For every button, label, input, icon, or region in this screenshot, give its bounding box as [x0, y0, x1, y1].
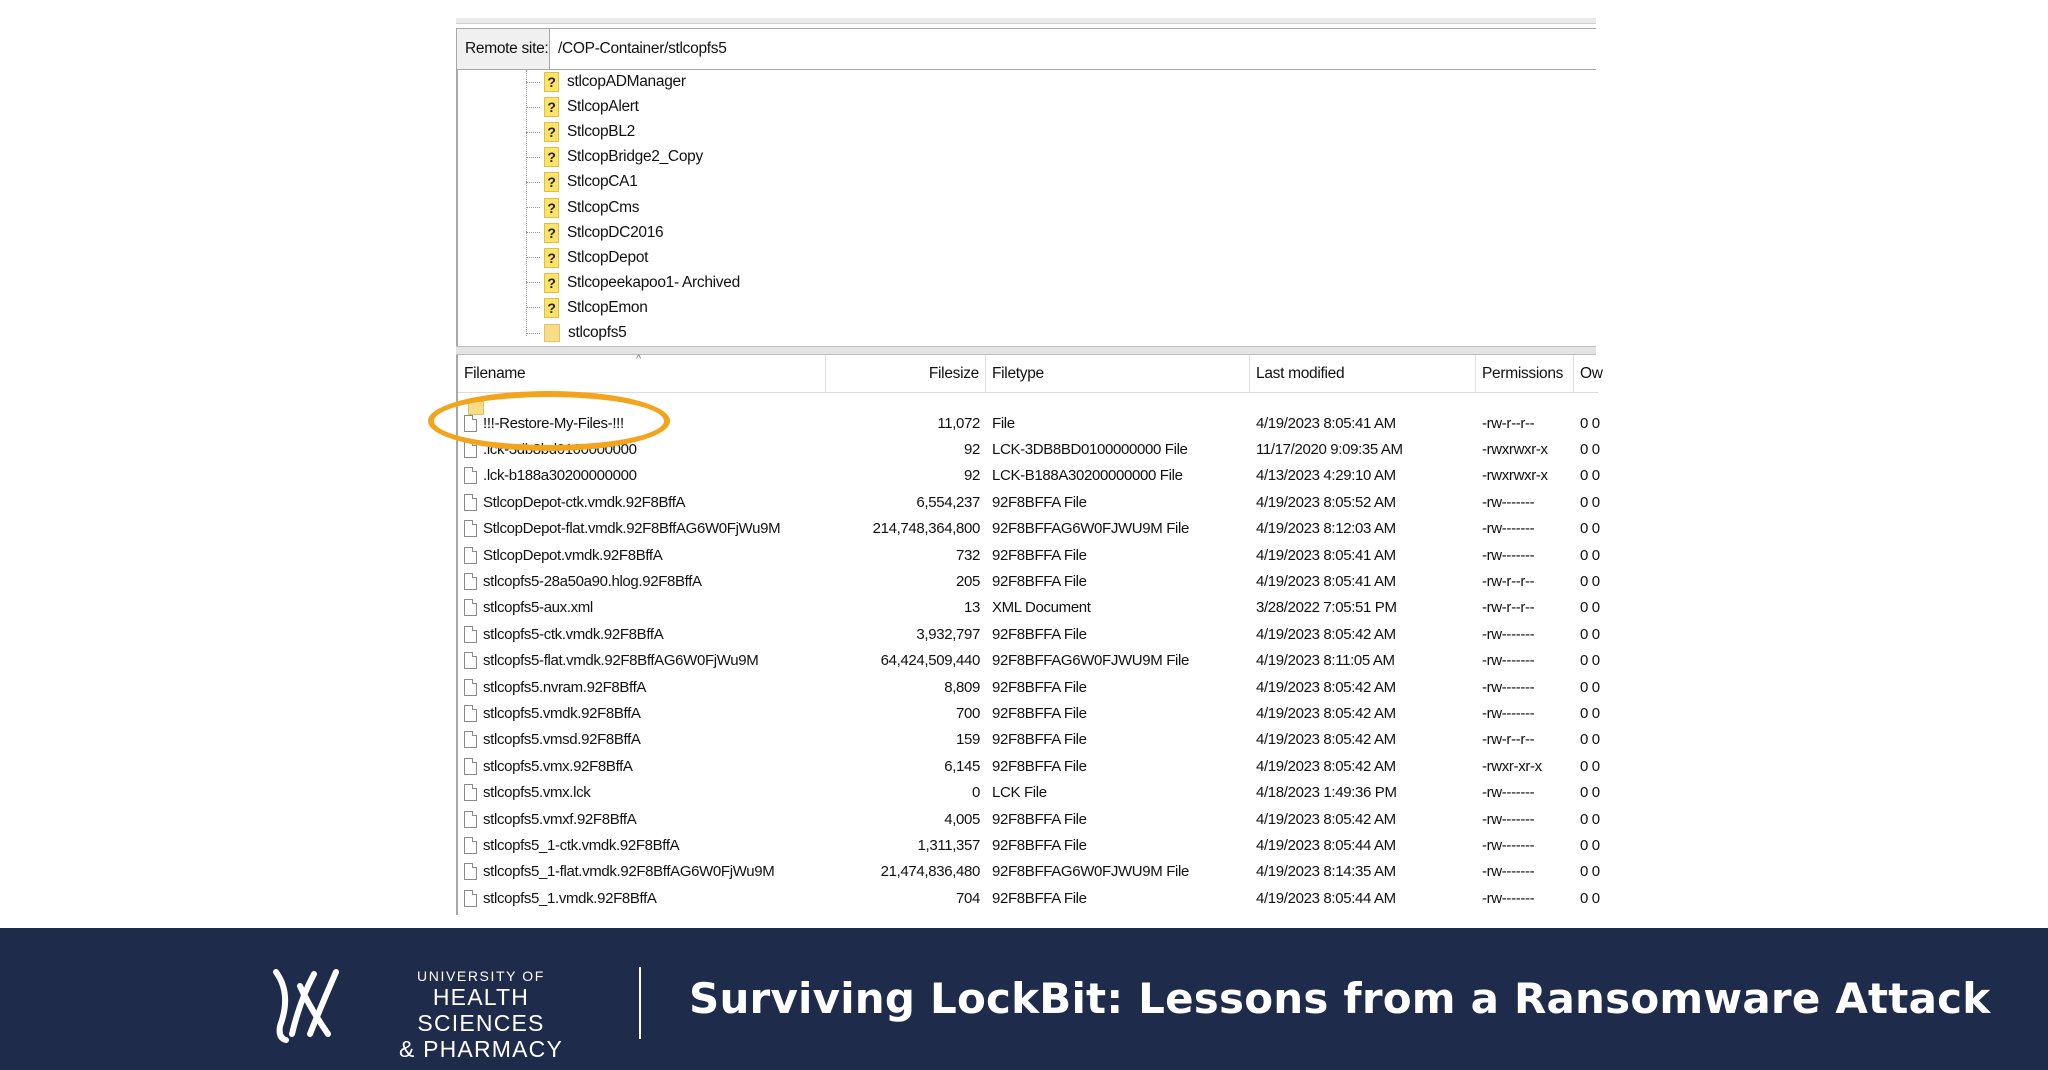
- file-name: [458, 547, 826, 564]
- tree-item[interactable]: [458, 271, 740, 295]
- file-row[interactable]: [458, 436, 1598, 462]
- file-modified: 4/19/2023 8:14:35 AM: [1256, 863, 1396, 881]
- file-owner: 0 0: [1580, 493, 1600, 511]
- file-name: [458, 441, 826, 458]
- file-type: 92F8BFFA File: [992, 705, 1087, 723]
- tree-branch-line: [526, 232, 540, 233]
- file-modified: 3/28/2022 7:05:51 PM: [1256, 599, 1397, 617]
- file-size: 0: [972, 784, 980, 802]
- file-permissions: -rwxr-xr-x: [1482, 757, 1542, 775]
- tree-item[interactable]: [458, 120, 635, 144]
- file-type: 92F8BFFA File: [992, 493, 1087, 511]
- file-owner: 0 0: [1580, 441, 1600, 459]
- file-row[interactable]: [458, 674, 1598, 700]
- file-name-text: stlcopfs5-aux.xml: [483, 599, 593, 617]
- file-modified: 4/19/2023 8:05:52 AM: [1256, 493, 1396, 511]
- tree-item[interactable]: [458, 246, 648, 270]
- health-sciences-text: HEALTH SCIENCES: [417, 984, 545, 1036]
- file-size: 13: [964, 599, 980, 617]
- file-modified: 4/19/2023 8:05:44 AM: [1256, 889, 1396, 907]
- file-modified: 4/19/2023 8:05:42 AM: [1256, 625, 1396, 643]
- tree-branch-line: [526, 333, 540, 334]
- file-type: 92F8BFFA File: [992, 810, 1087, 828]
- file-owner: 0 0: [1580, 599, 1600, 617]
- file-row[interactable]: [458, 595, 1598, 621]
- file-name: [458, 415, 826, 432]
- tree-item-label: StlcopCms: [567, 198, 640, 216]
- file-name: [458, 679, 826, 696]
- file-modified: 4/19/2023 8:05:42 AM: [1256, 731, 1396, 749]
- file-name: [458, 837, 826, 854]
- file-name-text: stlcopfs5_1-ctk.vmdk.92F8BffA: [483, 837, 680, 855]
- file-name-text: stlcopfs5.vmxf.92F8BffA: [483, 810, 637, 828]
- file-icon: [464, 573, 477, 590]
- tree-item[interactable]: [458, 70, 686, 94]
- file-icon: [464, 626, 477, 643]
- question-folder-icon: ?: [544, 273, 559, 293]
- column-header-owner[interactable]: Ow: [1580, 364, 1603, 382]
- file-size: 704: [956, 889, 980, 907]
- file-row[interactable]: [458, 832, 1598, 858]
- file-modified: 4/19/2023 8:12:03 AM: [1256, 520, 1396, 538]
- tree-item[interactable]: [458, 170, 638, 194]
- file-owner: 0 0: [1580, 889, 1600, 907]
- file-permissions: -rw-------: [1482, 810, 1535, 828]
- file-size: 6,554,237: [916, 493, 980, 511]
- file-icon: [464, 599, 477, 616]
- file-size: 4,005: [944, 810, 980, 828]
- file-row[interactable]: [458, 516, 1598, 542]
- file-name: [458, 494, 826, 511]
- file-name-text: stlcopfs5.vmsd.92F8BffA: [483, 731, 641, 749]
- file-name: [458, 573, 826, 590]
- tree-branch-line: [526, 207, 540, 208]
- file-modified: 4/19/2023 8:05:42 AM: [1256, 705, 1396, 723]
- file-modified: 4/13/2023 4:29:10 AM: [1256, 467, 1396, 485]
- tree-item-label: StlcopCA1: [567, 173, 638, 191]
- tree-item[interactable]: [458, 95, 639, 119]
- file-permissions: -rw-r--r--: [1482, 599, 1535, 617]
- file-permissions: -rw-------: [1482, 520, 1535, 538]
- folder-icon: [544, 324, 560, 342]
- file-name: [458, 811, 826, 828]
- file-type: 92F8BFFA File: [992, 757, 1087, 775]
- file-name: [458, 705, 826, 722]
- file-icon: [464, 731, 477, 748]
- file-permissions: -rw-------: [1482, 705, 1535, 723]
- file-modified: 4/19/2023 8:05:42 AM: [1256, 757, 1396, 775]
- banner-divider: [639, 967, 641, 1039]
- file-name: [458, 599, 826, 616]
- tree-branch-line: [526, 82, 540, 83]
- remote-site-bar: [456, 28, 1596, 70]
- file-name-text: .lck-3db8bd0100000000: [483, 441, 637, 459]
- file-permissions: -rw-r--r--: [1482, 414, 1535, 432]
- file-name-text: stlcopfs5_1.vmdk.92F8BffA: [483, 889, 657, 907]
- file-type: 92F8BFFAG6W0FJWU9M File: [992, 863, 1189, 881]
- tree-branch-line: [526, 307, 540, 308]
- tree-item-label: StlcopBridge2_Copy: [567, 148, 703, 166]
- file-type: LCK-3DB8BD0100000000 File: [992, 441, 1188, 459]
- file-owner: 0 0: [1580, 652, 1600, 670]
- university-of-text: UNIVERSITY OF: [417, 968, 545, 984]
- file-icon: [464, 863, 477, 880]
- column-header-last-modified[interactable]: Last modified: [1250, 355, 1476, 393]
- file-type: 92F8BFFA File: [992, 573, 1087, 591]
- file-icon: [464, 547, 477, 564]
- tree-branch-line: [526, 132, 540, 133]
- file-type: File: [992, 414, 1015, 432]
- file-size: 6,145: [944, 757, 980, 775]
- column-header-filename[interactable]: Filename: [458, 355, 826, 393]
- file-icon: [464, 758, 477, 775]
- tree-item-label: stlcopfs5: [568, 324, 627, 341]
- file-name: [458, 467, 826, 484]
- file-row[interactable]: [458, 780, 1598, 806]
- file-row[interactable]: [458, 410, 1598, 436]
- file-name-text: .lck-b188a30200000000: [483, 467, 637, 485]
- file-name-text: stlcopfs5.nvram.92F8BffA: [483, 678, 647, 696]
- file-icon: [464, 811, 477, 828]
- file-modified: 4/19/2023 8:05:42 AM: [1256, 678, 1396, 696]
- question-folder-icon: ?: [544, 147, 559, 167]
- file-modified: 4/19/2023 8:05:41 AM: [1256, 546, 1396, 564]
- question-folder-icon: ?: [544, 72, 559, 92]
- question-folder-icon: ?: [544, 172, 559, 192]
- file-type: LCK File: [992, 784, 1047, 802]
- file-name-text: stlcopfs5-28a50a90.hlog.92F8BffA: [483, 573, 702, 591]
- file-icon: [464, 467, 477, 484]
- sort-ascending-icon: ^: [636, 353, 641, 365]
- file-owner: 0 0: [1580, 837, 1600, 855]
- file-size: 8,809: [944, 678, 980, 696]
- file-permissions: -rwxrwxr-x: [1482, 467, 1548, 485]
- file-permissions: -rwxrwxr-x: [1482, 441, 1548, 459]
- file-type: XML Document: [992, 599, 1091, 617]
- file-name: [458, 890, 826, 907]
- footer-banner: [0, 928, 2048, 1070]
- file-owner: 0 0: [1580, 546, 1600, 564]
- file-type: 92F8BFFA File: [992, 546, 1087, 564]
- file-owner: 0 0: [1580, 705, 1600, 723]
- file-modified: 4/19/2023 8:11:05 AM: [1256, 652, 1395, 670]
- file-name: [458, 758, 826, 775]
- file-size: 3,932,797: [916, 625, 980, 643]
- file-type: 92F8BFFA File: [992, 625, 1087, 643]
- file-name: [458, 652, 826, 669]
- question-folder-icon: ?: [544, 223, 559, 243]
- file-icon: [464, 784, 477, 801]
- column-header-filesize[interactable]: Filesize: [826, 355, 986, 393]
- file-row[interactable]: [458, 489, 1598, 515]
- file-row[interactable]: [458, 885, 1598, 911]
- remote-site-path-input[interactable]: /COP-Container/stlcopfs5: [550, 29, 1596, 69]
- tree-item[interactable]: [458, 196, 639, 220]
- column-header-filetype[interactable]: Filetype: [986, 355, 1250, 393]
- file-owner: 0 0: [1580, 810, 1600, 828]
- file-owner: 0 0: [1580, 573, 1600, 591]
- file-size: 214,748,364,800: [872, 520, 980, 538]
- file-size: 21,474,836,480: [880, 863, 980, 881]
- column-header-permissions[interactable]: Permissions: [1476, 355, 1574, 393]
- file-modified: 4/19/2023 8:05:44 AM: [1256, 837, 1396, 855]
- file-name: [458, 731, 826, 748]
- file-name-text: StlcopDepot.vmdk.92F8BffA: [483, 546, 663, 564]
- file-size: 159: [956, 731, 980, 749]
- file-icon: [464, 679, 477, 696]
- file-row[interactable]: [458, 727, 1598, 753]
- file-permissions: -rw-------: [1482, 678, 1535, 696]
- tree-branch-line: [526, 257, 540, 258]
- file-owner: 0 0: [1580, 863, 1600, 881]
- file-row[interactable]: [458, 753, 1598, 779]
- file-size: 92: [964, 467, 980, 485]
- file-modified: 4/19/2023 8:05:41 AM: [1256, 573, 1396, 591]
- tree-branch-line: [526, 107, 540, 108]
- file-row[interactable]: [458, 463, 1598, 489]
- top-strip: [456, 18, 1596, 24]
- file-permissions: -rw-------: [1482, 546, 1535, 564]
- tree-item-label: stlcopADManager: [567, 73, 686, 90]
- file-permissions: -rw-------: [1482, 625, 1535, 643]
- file-row[interactable]: [458, 859, 1598, 885]
- file-row[interactable]: [458, 621, 1598, 647]
- file-permissions: -rw-r--r--: [1482, 573, 1535, 591]
- tree-item-label: StlcopBL2: [567, 123, 635, 141]
- file-permissions: -rw-------: [1482, 837, 1535, 855]
- tree-item-label: StlcopEmon: [567, 298, 648, 316]
- file-owner: 0 0: [1580, 757, 1600, 775]
- file-icon: [464, 652, 477, 669]
- file-permissions: -rw-------: [1482, 889, 1535, 907]
- file-name-text: !!!-Restore-My-Files-!!!: [483, 414, 624, 432]
- file-icon: [464, 705, 477, 722]
- file-owner: 0 0: [1580, 467, 1600, 485]
- file-owner: 0 0: [1580, 784, 1600, 802]
- tree-branch-line: [526, 157, 540, 158]
- file-name-text: stlcopfs5.vmdk.92F8BffA: [483, 705, 641, 723]
- banner-title: Surviving LockBit: Lessons from a Ransomware Attack: [689, 974, 1991, 1023]
- ftp-remote-pane: [456, 18, 1603, 911]
- file-type: 92F8BFFA File: [992, 889, 1087, 907]
- file-name-text: stlcopfs5-flat.vmdk.92F8BffAG6W0FjWu9M: [483, 652, 759, 670]
- file-owner: 0 0: [1580, 414, 1600, 432]
- tree-item[interactable]: [458, 296, 648, 320]
- file-owner: 0 0: [1580, 678, 1600, 696]
- file-permissions: -rw-------: [1482, 863, 1535, 881]
- file-name-text: StlcopDepot-ctk.vmdk.92F8BffA: [483, 493, 686, 511]
- file-permissions: -rw-r--r--: [1482, 731, 1535, 749]
- tree-item[interactable]: [458, 221, 663, 245]
- file-size: 11,072: [937, 414, 980, 432]
- file-size: 64,424,509,440: [880, 652, 980, 670]
- file-type: 92F8BFFA File: [992, 731, 1087, 749]
- file-row[interactable]: [458, 568, 1598, 594]
- file-modified: 4/19/2023 8:05:42 AM: [1256, 810, 1396, 828]
- file-size: 700: [956, 705, 980, 723]
- file-icon: [464, 415, 477, 432]
- file-size: 205: [956, 573, 980, 591]
- file-icon: [464, 494, 477, 511]
- tree-branch-line: [526, 182, 540, 183]
- remote-file-list: [456, 353, 1603, 915]
- file-owner: 0 0: [1580, 731, 1600, 749]
- question-folder-icon: ?: [544, 198, 559, 218]
- tree-item[interactable]: [458, 321, 626, 345]
- remote-directory-tree: [456, 70, 1596, 354]
- file-name-text: stlcopfs5_1-flat.vmdk.92F8BffAG6W0FjWu9M: [483, 863, 775, 881]
- file-name-text: stlcopfs5-ctk.vmdk.92F8BffA: [483, 625, 664, 643]
- file-size: 92: [964, 441, 980, 459]
- tree-item-label: StlcopDepot: [567, 248, 649, 266]
- question-folder-icon: ?: [544, 97, 559, 117]
- file-type: 92F8BFFA File: [992, 837, 1087, 855]
- file-type: 92F8BFFA File: [992, 678, 1087, 696]
- file-icon: [464, 890, 477, 907]
- file-row[interactable]: [458, 806, 1598, 832]
- file-icon: [464, 520, 477, 537]
- file-row[interactable]: [458, 700, 1598, 726]
- pharmacy-text: & PHARMACY: [398, 1036, 564, 1062]
- tree-branch-line: [526, 282, 540, 283]
- tree-item[interactable]: [458, 145, 703, 169]
- question-folder-icon: ?: [544, 298, 559, 318]
- file-name-text: StlcopDepot-flat.vmdk.92F8BffAG6W0FjWu9M: [483, 520, 781, 538]
- file-name-text: stlcopfs5.vmx.92F8BffA: [483, 757, 633, 775]
- file-permissions: -rw-------: [1482, 784, 1535, 802]
- tree-item-label: StlcopDC2016: [567, 223, 664, 241]
- file-owner: 0 0: [1580, 625, 1600, 643]
- file-name: [458, 784, 826, 801]
- remote-site-label: Remote site:: [456, 29, 550, 69]
- file-name-text: stlcopfs5.vmx.lck: [483, 784, 591, 802]
- file-modified: 4/18/2023 1:49:36 PM: [1256, 784, 1397, 802]
- file-permissions: -rw-------: [1482, 652, 1535, 670]
- file-modified: 11/17/2020 9:09:35 AM: [1256, 441, 1403, 459]
- file-row[interactable]: [458, 542, 1598, 568]
- tree-item-label: StlcopAlert: [567, 98, 639, 116]
- question-folder-icon: ?: [544, 122, 559, 142]
- file-row[interactable]: [458, 648, 1598, 674]
- file-size: 1,311,357: [917, 837, 980, 855]
- university-logo-icon: [270, 964, 344, 1044]
- file-name: [458, 626, 826, 643]
- university-wordmark: [366, 968, 596, 1062]
- file-type: LCK-B188A30200000000 File: [992, 467, 1183, 485]
- file-list-header: [458, 353, 1603, 393]
- file-icon: [464, 837, 477, 854]
- file-icon: [464, 441, 477, 458]
- file-owner: 0 0: [1580, 520, 1600, 538]
- tree-item-label: Stlcopeekapoo1- Archived: [567, 273, 740, 291]
- file-name: [458, 520, 826, 537]
- file-modified: 4/19/2023 8:05:41 AM: [1256, 414, 1396, 432]
- file-type: 92F8BFFAG6W0FJWU9M File: [992, 652, 1189, 670]
- file-permissions: -rw-------: [1482, 493, 1535, 511]
- file-size: 732: [956, 546, 980, 564]
- file-type: 92F8BFFAG6W0FJWU9M File: [992, 520, 1189, 538]
- file-name: [458, 863, 826, 880]
- question-folder-icon: ?: [544, 248, 559, 268]
